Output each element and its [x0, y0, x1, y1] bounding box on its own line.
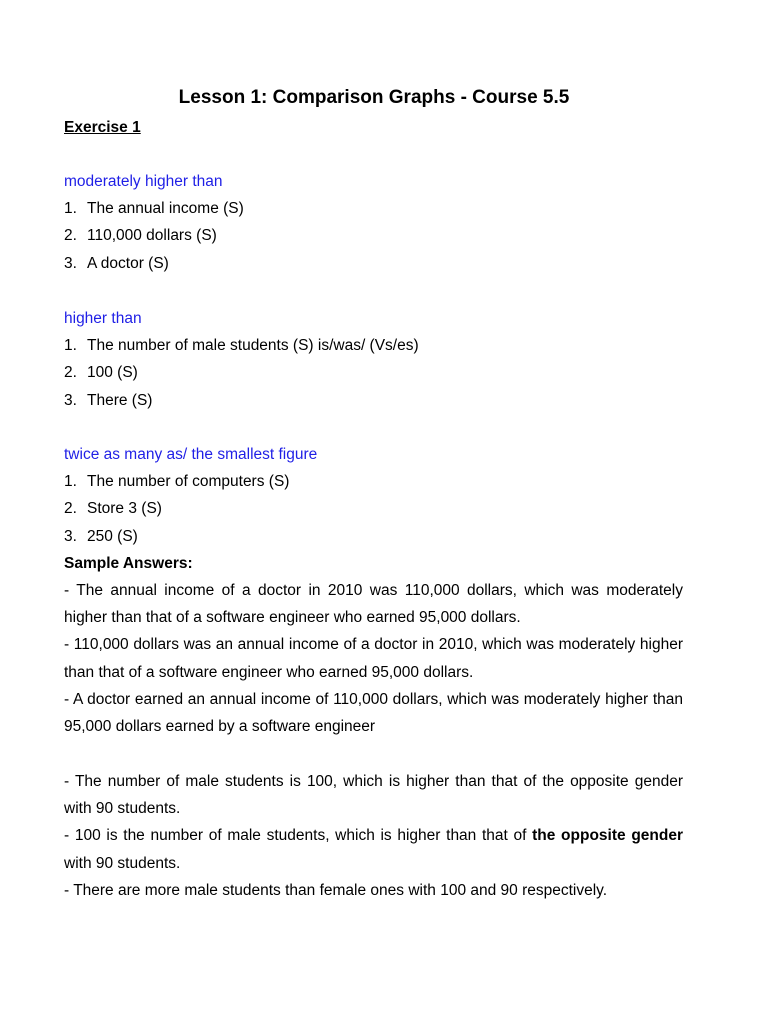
answer-paragraph: - The annual income of a doctor in 2010 was 110,000 dollars, which was moderately higher than that of a software engineer who earned 95,000 dollars. [64, 582, 683, 627]
list-text: There (S) [87, 391, 153, 409]
list-text: The number of male students (S) is/was/ (Vs/es) [87, 337, 419, 355]
list-number: 3. [64, 527, 77, 545]
list-number: 1. [64, 473, 77, 491]
answer-emphasis: the opposite gender [532, 827, 683, 845]
list-item [64, 222, 684, 249]
answer-paragraph: - The number of male students is 100, which is higher than that of the opposite gender with 90 students. [64, 773, 683, 818]
list-number: 2. [64, 500, 77, 518]
list-item [64, 387, 684, 414]
answer-paragraph: - 110,000 dollars was an annual income of a doctor in 2010, which was moderately higher than that of a software engineer who earned 95,000 dollars. [64, 636, 683, 681]
list-text: 250 (S) [87, 527, 138, 545]
list-number: 3. [64, 391, 77, 409]
answer-paragraph: - There are more male students than female ones with 100 and 90 respectively. [64, 881, 608, 899]
section-heading: twice as many as/ the smallest figure [64, 446, 318, 463]
list-number: 1. [64, 337, 77, 355]
list-text: The annual income (S) [87, 200, 244, 218]
list-text: 110,000 dollars (S) [87, 227, 217, 245]
list-text: A doctor (S) [87, 254, 169, 272]
sample-answers-label: Sample Answers: [64, 554, 193, 572]
section-higher-than [64, 305, 684, 414]
list-item [64, 495, 684, 522]
section-moderately-higher [64, 168, 684, 277]
section-twice-as-many [64, 441, 684, 577]
answers-group-students [64, 768, 683, 904]
list-text: Store 3 (S) [87, 500, 162, 518]
answer-text: with 90 students. [64, 854, 181, 872]
answer-paragraph [64, 822, 683, 876]
list-item [64, 359, 684, 386]
list-number: 2. [64, 227, 77, 245]
answers-group-income [64, 577, 683, 740]
list-number: 3. [64, 254, 77, 272]
list-item [64, 468, 684, 495]
list-text: The number of computers (S) [87, 473, 290, 491]
list-number: 1. [64, 200, 77, 218]
list-number: 2. [64, 364, 77, 382]
list-item [64, 332, 684, 359]
section-heading: moderately higher than [64, 173, 223, 190]
list-item [64, 195, 684, 222]
answer-paragraph: - A doctor earned an annual income of 110,000 dollars, which was moderately higher than 95,000 dollars earned by a software engineer [64, 690, 683, 736]
exercise-label: Exercise 1 [64, 119, 141, 136]
list-text: 100 (S) [87, 364, 138, 382]
page-title: Lesson 1: Comparison Graphs - Course 5.5 [178, 87, 570, 108]
answer-text: - 100 is the number of male students, which is higher than that of [64, 827, 533, 845]
section-heading: higher than [64, 310, 142, 327]
list-item [64, 523, 684, 550]
list-item [64, 250, 684, 277]
